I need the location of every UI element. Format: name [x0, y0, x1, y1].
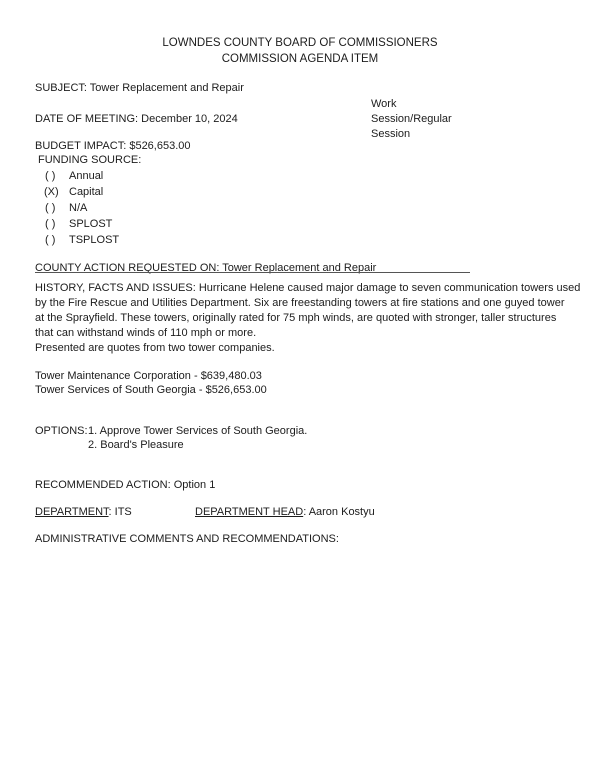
- history-facts-issues: [35, 281, 581, 356]
- history-line: HISTORY, FACTS AND ISSUES: Hurricane Helene caused major damage to seven communication towers used: [35, 282, 581, 294]
- session-type-line3: Session: [371, 128, 411, 140]
- history-line: Presented are quotes from two tower companies.: [35, 342, 275, 354]
- checkbox-mark: ( ): [45, 218, 56, 230]
- checkbox-mark: (X): [44, 186, 59, 198]
- session-type-line1: Work: [371, 98, 397, 110]
- budget-impact: BUDGET IMPACT: $526,653.00: [35, 140, 191, 152]
- history-line: by the Fire Rescue and Utilities Department. Six are freestanding towers at fire stations and one guyed tower: [35, 297, 565, 309]
- funding-option-label: SPLOST: [69, 218, 113, 230]
- department-head: [195, 505, 375, 519]
- header-org-title: LOWNDES COUNTY BOARD OF COMMISSIONERS: [162, 37, 438, 49]
- department: [35, 505, 132, 519]
- quote-tower-services: Tower Services of South Georgia - $526,653.00: [35, 384, 267, 396]
- history-line: that can withstand winds of 110 mph or more.: [35, 327, 257, 339]
- meeting-date: DATE OF MEETING: December 10, 2024: [35, 113, 238, 125]
- funding-option-label: N/A: [69, 202, 88, 214]
- option-1: 1. Approve Tower Services of South Georgia.: [88, 425, 308, 437]
- option-2: 2. Board's Pleasure: [88, 439, 184, 451]
- section-divider: [35, 272, 470, 273]
- session-type-line2: Session/Regular: [371, 113, 452, 125]
- recommended-action: RECOMMENDED ACTION: Option 1: [35, 479, 216, 491]
- department-label: DEPARTMENT: [35, 506, 109, 518]
- header-doc-title: COMMISSION AGENDA ITEM: [221, 53, 379, 65]
- department-head-label: DEPARTMENT HEAD: [195, 506, 304, 518]
- funding-option-label: Capital: [69, 186, 104, 198]
- administrative-comments: ADMINISTRATIVE COMMENTS AND RECOMMENDATIONS:: [35, 533, 339, 545]
- checkbox-mark: ( ): [45, 170, 56, 182]
- checkbox-mark: ( ): [45, 234, 56, 246]
- history-line: at the Sprayfield. These towers, originally rated for 75 mph winds, are quoted with stronger, taller structures: [35, 312, 557, 324]
- subject-line: SUBJECT: Tower Replacement and Repair: [35, 82, 244, 94]
- quote-tower-maintenance: Tower Maintenance Corporation - $639,480.03: [35, 370, 262, 382]
- department-value: : ITS: [108, 506, 132, 518]
- checkbox-mark: ( ): [45, 202, 56, 214]
- department-head-value: : Aaron Kostyu: [303, 506, 375, 518]
- funding-option-label: Annual: [69, 170, 104, 182]
- funding-option-label: TSPLOST: [69, 234, 120, 246]
- options-label: OPTIONS:: [35, 425, 88, 437]
- county-action-requested: COUNTY ACTION REQUESTED ON: Tower Replacement and Repair: [35, 262, 377, 274]
- funding-source-label: FUNDING SOURCE:: [38, 154, 142, 166]
